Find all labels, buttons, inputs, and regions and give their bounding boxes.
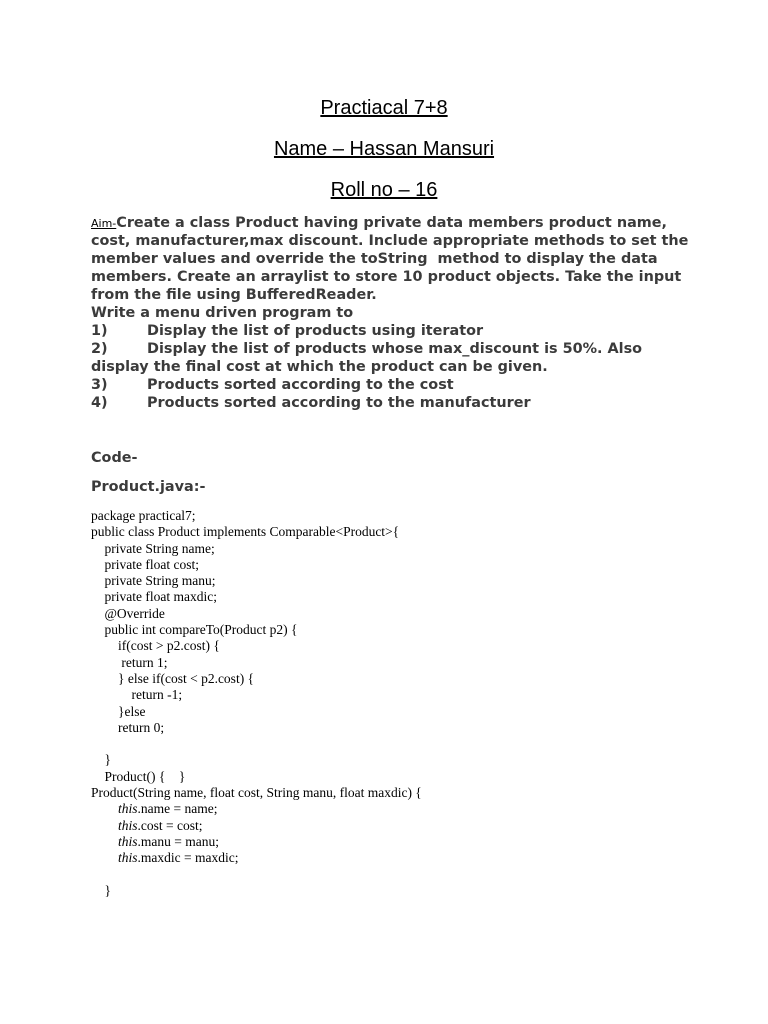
code-listing xyxy=(91,508,711,899)
code-line: Product() { } xyxy=(91,768,186,784)
code-line: } xyxy=(91,882,111,898)
menu-item-text: Products sorted according to the cost xyxy=(147,377,454,393)
code-line: Product(String name, float cost, String manu, float maxdic) { xyxy=(91,785,422,801)
aim-line: members. Create an arraylist to store 10 product objects. Take the input xyxy=(91,269,682,285)
code-heading: Code- xyxy=(91,450,138,466)
aim-line: cost, manufacturer,max discount. Include appropriate methods to set the xyxy=(91,233,689,249)
aim-line: from the file using BufferedReader. xyxy=(91,287,377,303)
code-line: private String manu; xyxy=(91,573,216,589)
title-text: Practiacal 7+8 xyxy=(320,97,448,119)
code-line: @Override xyxy=(91,605,165,621)
menu-item-number: 1) xyxy=(91,323,108,339)
code-line: public int compareTo(Product p2) { xyxy=(91,622,298,638)
code-line: } xyxy=(91,752,111,768)
this-keyword: this xyxy=(118,850,138,866)
roll-number xyxy=(0,178,768,202)
code-line: private String name; xyxy=(91,540,215,556)
aim-section xyxy=(91,214,691,412)
menu-item-continuation: display the final cost at which the product can be given. xyxy=(91,359,548,375)
code-line: package practical7; xyxy=(91,508,196,523)
code-line xyxy=(91,850,711,866)
menu-item-text: Display the list of products whose max_discount is 50%. Also xyxy=(147,341,643,357)
menu-item xyxy=(91,394,691,412)
menu-item-number: 4) xyxy=(91,395,108,411)
code-statement: .cost = cost; xyxy=(137,817,203,833)
file-heading: Product.java:- xyxy=(91,479,206,495)
code-line: } else if(cost < p2.cost) { xyxy=(91,670,255,686)
menu-item-number: 2) xyxy=(91,341,108,357)
code-line xyxy=(91,867,711,883)
code-line: return -1; xyxy=(91,687,183,703)
code-line: return 0; xyxy=(91,719,165,735)
this-keyword: this xyxy=(118,801,138,817)
code-statement: .maxdic = maxdic; xyxy=(137,850,239,866)
code-line xyxy=(91,818,711,834)
menu-item xyxy=(91,376,691,394)
code-line: private float maxdic; xyxy=(91,589,217,605)
author-name xyxy=(0,137,768,161)
aim-line: member values and override the toString method to display the data xyxy=(91,251,658,267)
this-keyword: this xyxy=(118,817,138,833)
aim-line: Write a menu driven program to xyxy=(91,305,354,321)
code-line xyxy=(91,801,711,817)
code-line: if(cost > p2.cost) { xyxy=(91,638,220,654)
this-keyword: this xyxy=(118,833,138,849)
menu-item-text: Display the list of products using iterator xyxy=(147,323,484,339)
code-line: public class Product implements Comparable<Product>{ xyxy=(91,524,400,540)
code-line: private float cost; xyxy=(91,556,199,572)
roll-number-text: Roll no – 16 xyxy=(330,179,438,201)
menu-item xyxy=(91,322,691,340)
author-name-text: Name – Hassan Mansuri xyxy=(273,138,495,160)
code-line: }else xyxy=(91,703,146,719)
aim-line xyxy=(91,214,691,232)
aim-label: Aim- xyxy=(91,217,117,230)
code-statement: .name = name; xyxy=(137,801,218,817)
code-statement: .manu = manu; xyxy=(137,833,219,849)
code-line xyxy=(91,834,711,850)
document-title xyxy=(0,96,768,120)
aim-text: Create a class Product having private data members product name, xyxy=(116,215,667,231)
code-line: return 1; xyxy=(91,654,168,670)
menu-item-number: 3) xyxy=(91,377,108,393)
menu-item xyxy=(91,340,691,358)
menu-item-text: Products sorted according to the manufacturer xyxy=(147,395,531,411)
code-line xyxy=(91,736,711,752)
